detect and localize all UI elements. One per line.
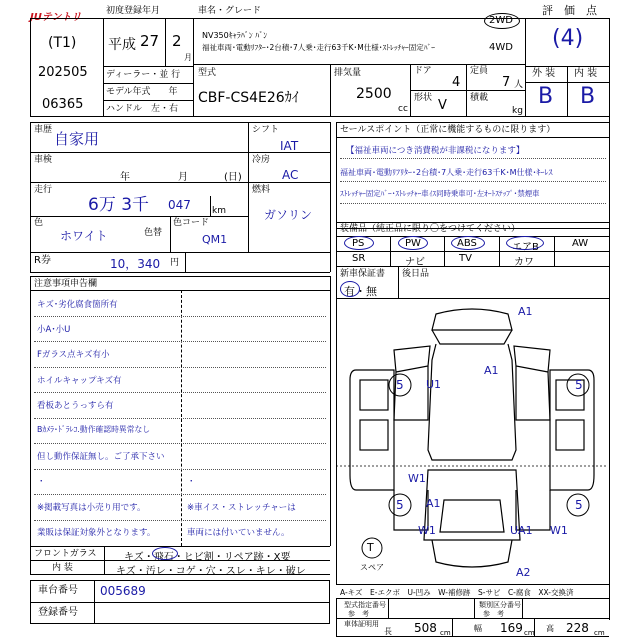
note-separator xyxy=(34,392,326,393)
length: 508 xyxy=(414,621,437,635)
note-left-8: ※掲載写真は小売り用です。 xyxy=(37,503,146,513)
width: 169 xyxy=(500,621,523,635)
class-label: 類別区分番号 xyxy=(479,601,521,609)
interior-damage-value: キズ・汚レ・コゲ・穴・スレ・キレ・破レ xyxy=(116,566,306,577)
lot-sub: 06365 xyxy=(42,97,84,112)
equip-ps: PS xyxy=(352,238,365,249)
drive-2wd: 2WD xyxy=(489,15,513,26)
lot-number: 202505 xyxy=(38,65,88,80)
capacity: 7 xyxy=(502,75,511,90)
grade: (4) xyxy=(552,26,584,51)
length-sub: 長 xyxy=(384,627,392,636)
note-separator xyxy=(34,494,326,495)
note-right-9: 車両には付いていません。 xyxy=(187,528,290,538)
capacity-label: 定員 xyxy=(470,66,489,76)
tire-lr: 5 xyxy=(396,498,404,512)
notes-title: 注意事項申告欄 xyxy=(34,279,98,289)
shift: IAT xyxy=(280,139,299,153)
model-year-label: モデル年式 年 xyxy=(106,87,178,97)
note-left-7: ・ xyxy=(37,477,46,487)
note-right-8: ※車イス・ストレッチャーは xyxy=(187,503,296,513)
first-reg-year: 27 xyxy=(140,32,160,50)
color-change-label: 色替 xyxy=(144,228,163,238)
doors: 4 xyxy=(452,75,461,90)
name-line1: NV350ｷｬﾗﾊﾞﾝ ﾊﾞﾝ xyxy=(202,31,268,40)
model-spec-sub: 参 考 xyxy=(348,610,369,618)
sales-line2: 福祉車両･電動ﾘﾌﾘﾀｰ･2台積･7人乗･走行63千K･M仕様･ｷｰﾚｽ xyxy=(340,168,553,177)
note-separator xyxy=(34,367,326,368)
chassis-label: 車台番号 xyxy=(38,585,78,596)
name-grade-label: 車名・グレード xyxy=(198,6,262,16)
equip-airbag: エアB xyxy=(512,242,539,253)
recycle: 10，340 xyxy=(110,257,161,271)
equip-pw-circle xyxy=(398,236,428,250)
note-left-1: 小A･小U xyxy=(37,325,71,335)
inspection-label: 車検 xyxy=(34,155,53,165)
grade-label: 評 価 点 xyxy=(542,4,597,17)
shape: V xyxy=(438,98,447,113)
height: 228 xyxy=(566,621,589,635)
note-left-4: 看板あとうっすら有 xyxy=(37,401,114,411)
warranty-circle xyxy=(340,281,360,297)
mark-w1-right: W1 xyxy=(550,524,568,537)
spare-label: スペア xyxy=(360,563,384,572)
inspection-month: 月 xyxy=(178,172,188,183)
note-left-3: ホイルキャップキズ有 xyxy=(37,376,122,386)
logo xyxy=(30,5,100,23)
equip-airbag-circle xyxy=(506,236,544,250)
first-reg-era: 平成 xyxy=(108,37,136,53)
note-left-5: Bｶﾒﾗ･ﾄﾞﾗﾚｺ.動作確認時異常なし xyxy=(37,425,151,434)
index-top: (T1) xyxy=(48,35,77,51)
inspection-year: 年 xyxy=(120,172,130,183)
mileage-unit: km xyxy=(212,206,226,216)
fuel-label: 燃料 xyxy=(252,185,271,195)
mileage: 6万 3千 xyxy=(88,195,150,215)
warranty-value: 有・無 xyxy=(344,285,377,298)
sales-line3: ｽﾄﾚｯﾁｬｰ固定ﾊﾞｰ･ｽﾄﾚｯﾁｬｰ車ｲｽ同時乗車可･左ｵｰﾄｽﾃｯﾌﾟ･禁煙車 xyxy=(340,189,540,198)
mileage-sub: 047 xyxy=(168,198,191,212)
exterior-label: 外 装 xyxy=(532,68,556,79)
note-left-6: 但し動作保証無し。ご了承下さい xyxy=(37,452,165,462)
ac: AC xyxy=(282,168,299,182)
length-unit: cm xyxy=(440,629,451,637)
mileage-label: 走行 xyxy=(34,185,53,195)
model-type-label: 型式 xyxy=(198,68,217,78)
sales-title: セールスポイント（正常に機能するものに限ります） xyxy=(340,125,556,135)
note-separator xyxy=(34,469,326,470)
color-label: 色 xyxy=(34,218,44,228)
usage-label: 車歴 xyxy=(34,125,53,135)
handle-label: ハンドル 左・右 xyxy=(106,104,179,114)
class-sub: 参 考 xyxy=(483,610,504,618)
displacement-unit: cc xyxy=(398,104,408,114)
warranty-label: 新車保証書 xyxy=(340,269,386,279)
equip-abs-circle xyxy=(451,236,485,250)
equipment-title: 装備品（純正品に限り〇をつけてください） xyxy=(340,224,521,234)
color: ホワイト xyxy=(60,229,108,243)
lot-box xyxy=(30,18,102,116)
note-separator xyxy=(34,316,326,317)
name-line2: 福祉車両･電動ﾘﾌﾀｰ･2台積･7人乗･走行63千K･M仕様･ｽﾄﾚｯﾁｬｰ固定ﾊﾞｰ xyxy=(202,43,435,52)
color-code-label: 色コード xyxy=(173,218,210,228)
equip-pw: PW xyxy=(405,238,421,249)
damage-legend: A-キズ E-エクボ U-凹み W-補修跡 S-サビ C-腐食 XX-交換済 xyxy=(340,588,574,597)
load-unit: kg xyxy=(512,106,523,116)
inspection-day: (日) xyxy=(224,172,242,183)
car-diagram xyxy=(336,300,608,584)
equip-navi: ナビ xyxy=(405,257,425,268)
capacity-unit: 人 xyxy=(514,80,524,90)
tire-lf: 5 xyxy=(396,378,404,392)
after-label: 後日品 xyxy=(402,269,430,279)
ac-label: 冷房 xyxy=(252,155,271,165)
model-type: CBF-CS4E26ｶｲ xyxy=(198,90,299,106)
recycle-unit: 円 xyxy=(170,258,180,268)
first-reg-month-unit: 月 xyxy=(184,53,192,62)
first-reg-month: 2 xyxy=(172,32,182,50)
usage: 自家用 xyxy=(54,130,100,148)
length-label: 車体証明用 xyxy=(344,620,379,628)
front-glass-circle xyxy=(152,547,178,560)
first-reg-label: 初度登録年月 xyxy=(106,6,161,16)
mark-a1-top: A1 xyxy=(518,305,533,318)
shape-label: 形状 xyxy=(414,93,433,103)
equip-tv: TV xyxy=(459,253,472,264)
mark-ua1: UA1 xyxy=(510,524,533,537)
note-separator xyxy=(34,520,326,521)
dealer-label: ディーラー・並 行 xyxy=(106,70,181,80)
fuel: ガソリン xyxy=(264,208,313,222)
interior-damage-label: 内 装 xyxy=(52,563,73,573)
note-separator xyxy=(34,443,326,444)
chassis-value: 005689 xyxy=(100,584,146,598)
load-label: 積載 xyxy=(470,93,489,103)
note-separator xyxy=(34,341,326,342)
tire-rr: 5 xyxy=(575,498,583,512)
note-right-7: ・ xyxy=(187,477,196,487)
front-glass-label: フロントガラス xyxy=(34,549,97,559)
spare-mark: T xyxy=(367,541,374,554)
note-left-0: キズ･劣化腐食箇所有 xyxy=(37,300,118,310)
interior-grade: B xyxy=(580,84,596,109)
door-label: ドア xyxy=(414,66,432,76)
equip-leather: カワ xyxy=(514,257,534,268)
logo-text: JUテントリ xyxy=(30,12,82,23)
displacement-label: 排気量 xyxy=(334,68,362,78)
model-spec-label: 型式指定番号 xyxy=(344,601,386,609)
mark-a1-mid: A1 xyxy=(484,364,499,377)
width-label: 幅 xyxy=(474,624,482,633)
height-unit: cm xyxy=(594,629,605,637)
height-label: 高 xyxy=(546,624,554,633)
front-glass-value: キズ・飛石・ヒビ割・リペア跡・X要 xyxy=(124,552,291,563)
note-left-9: 業販は保証対象外となります。 xyxy=(37,528,156,538)
mark-a1-left: A1 xyxy=(426,497,441,510)
reg-label: 登録番号 xyxy=(38,607,78,618)
tire-rf: 5 xyxy=(575,378,583,392)
color-code: QM1 xyxy=(202,233,228,246)
displacement: 2500 xyxy=(356,86,392,102)
note-separator xyxy=(34,418,326,419)
exterior-grade: B xyxy=(538,84,554,109)
mark-u1-left: U1 xyxy=(426,378,442,391)
mark-w1-left: W1 xyxy=(408,472,426,485)
equip-ps-circle xyxy=(344,236,374,250)
recycle-label: R券 xyxy=(34,255,51,266)
interior-label: 内 装 xyxy=(574,68,598,79)
shift-label: シフト xyxy=(252,125,280,135)
equip-abs: ABS xyxy=(457,238,477,249)
mark-w1-lower: W1 xyxy=(418,524,436,537)
equip-aw: AW xyxy=(572,238,589,249)
equip-sr: SR xyxy=(352,253,366,264)
mark-a2-bottom: A2 xyxy=(516,566,531,579)
note-left-2: Fガラス点キズ有小 xyxy=(37,350,110,360)
drive-4wd: 4WD xyxy=(489,42,513,53)
width-unit: cm xyxy=(524,629,535,637)
sales-line1: 【福祉車両につき消費税が非課税になります】 xyxy=(346,146,525,156)
